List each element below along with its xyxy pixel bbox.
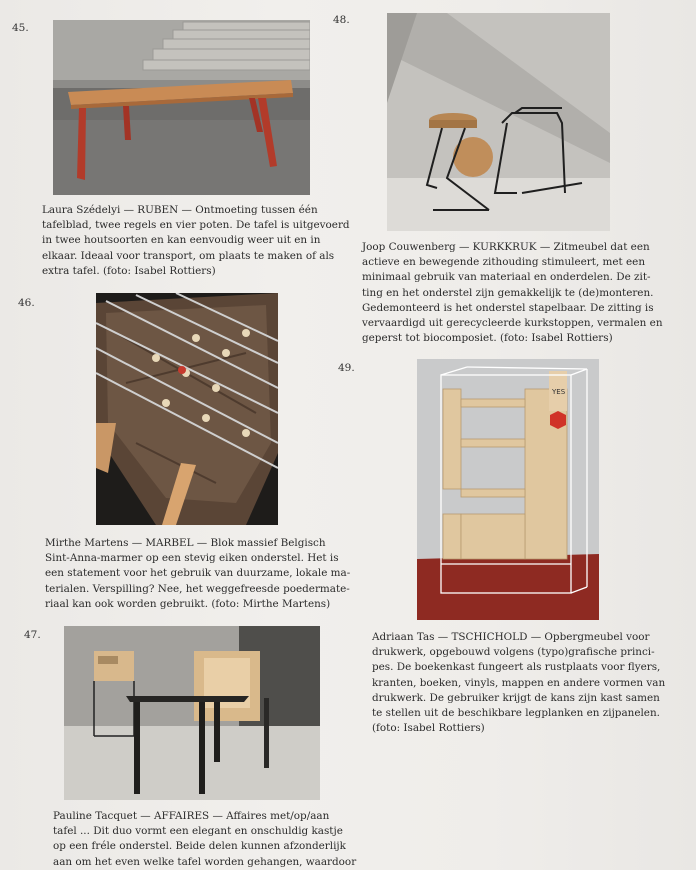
entry-number-45: 45. xyxy=(12,22,29,34)
caption-line: Mirthe Martens — MARBEL — Blok massief Belgisch xyxy=(45,537,326,549)
yes-sign-text: YES xyxy=(552,388,566,396)
caption-line: vervaardigd uit gerecycleerde kurkstoppen, vermalen en xyxy=(362,317,663,330)
caption-line: op een fréle onderstel. Beide delen kunnen afzonderlijk xyxy=(53,840,346,853)
caption-49 xyxy=(372,630,665,736)
foosball-marbel-photo xyxy=(96,293,278,525)
caption-48 xyxy=(362,240,663,346)
caption-line: Joop Couwenberg — KURKKRUK — Zitmeubel dat een xyxy=(362,241,650,253)
caption-line: terialen. Verspilling? Nee, het weggefreesde poedermate- xyxy=(45,582,350,595)
affaires-photo xyxy=(64,626,320,800)
caption-line: drukwerk. De gebruiker krijgt de kans zijn kast samen xyxy=(372,691,660,704)
caption-line: ting en het onderstel zijn gemakkelijk te (de)monteren. xyxy=(362,286,654,299)
tschichold-photo xyxy=(417,359,599,620)
caption-line: Laura Szédelyi — RUBEN — Ontmoeting tussen één xyxy=(42,204,318,216)
entry-number-48: 48. xyxy=(333,14,350,26)
caption-line: kranten, boeken, vinyls, mappen en andere vormen van xyxy=(372,676,666,689)
caption-line: in twee houtsoorten en kan eenvoudig weer uit en in xyxy=(42,234,321,247)
caption-line: drukwerk, opgebouwd volgens (typo)grafische princi- xyxy=(372,646,655,659)
entry-number-49: 49. xyxy=(338,362,355,374)
kurkkruk-photo xyxy=(387,13,610,231)
caption-line: Adriaan Tas — TSCHICHOLD — Opbergmeubel voor xyxy=(372,631,650,643)
caption-line: Pauline Tacquet — AFFAIRES — Affaires met/op/aan xyxy=(53,810,330,822)
caption-46 xyxy=(45,536,350,612)
table-ruben-photo xyxy=(53,20,310,195)
caption-line: pes. De boekenkast fungeert als rustplaats voor flyers, xyxy=(372,661,661,674)
caption-line: elkaar. Ideaal voor transport, om plaats te maken of als xyxy=(42,249,335,262)
caption-line: riaal kan ook worden gebruikt. (foto: Mirthe Martens) xyxy=(45,597,331,610)
caption-line: extra tafel. (foto: Isabel Rottiers) xyxy=(42,264,216,277)
caption-line: geperst tot biocomposiet. (foto: Isabel Rottiers) xyxy=(362,332,613,345)
entry-number-47: 47. xyxy=(24,629,41,641)
caption-45 xyxy=(42,203,350,279)
caption-line: minimaal gebruik van materiaal en onderdelen. De zit- xyxy=(362,271,651,284)
caption-47 xyxy=(53,809,356,870)
caption-line: Sint-Anna-marmer op een stevig eiken onderstel. Het is xyxy=(45,552,339,565)
entry-number-46: 46. xyxy=(18,297,35,309)
caption-line: te stellen uit de beschikbare legplanken en zijpanelen. xyxy=(372,707,660,720)
caption-line: tafel ... Dit duo vormt een elegant en onschuldig kastje xyxy=(53,825,343,838)
caption-line: een statement voor het gebruik van duurzame, lokale ma- xyxy=(45,567,351,580)
caption-line: Gedemonteerd is het onderstel stapelbaar. De zitting is xyxy=(362,301,654,314)
caption-line: (foto: Isabel Rottiers) xyxy=(372,722,485,735)
caption-line: actieve en bewegende zithouding stimuleert, met een xyxy=(362,256,646,269)
caption-line: tafelblad, twee regels en vier poten. De tafel is uitgevoerd xyxy=(42,219,350,232)
caption-line: aan om het even welke tafel worden gehangen, waardoor xyxy=(53,855,357,868)
